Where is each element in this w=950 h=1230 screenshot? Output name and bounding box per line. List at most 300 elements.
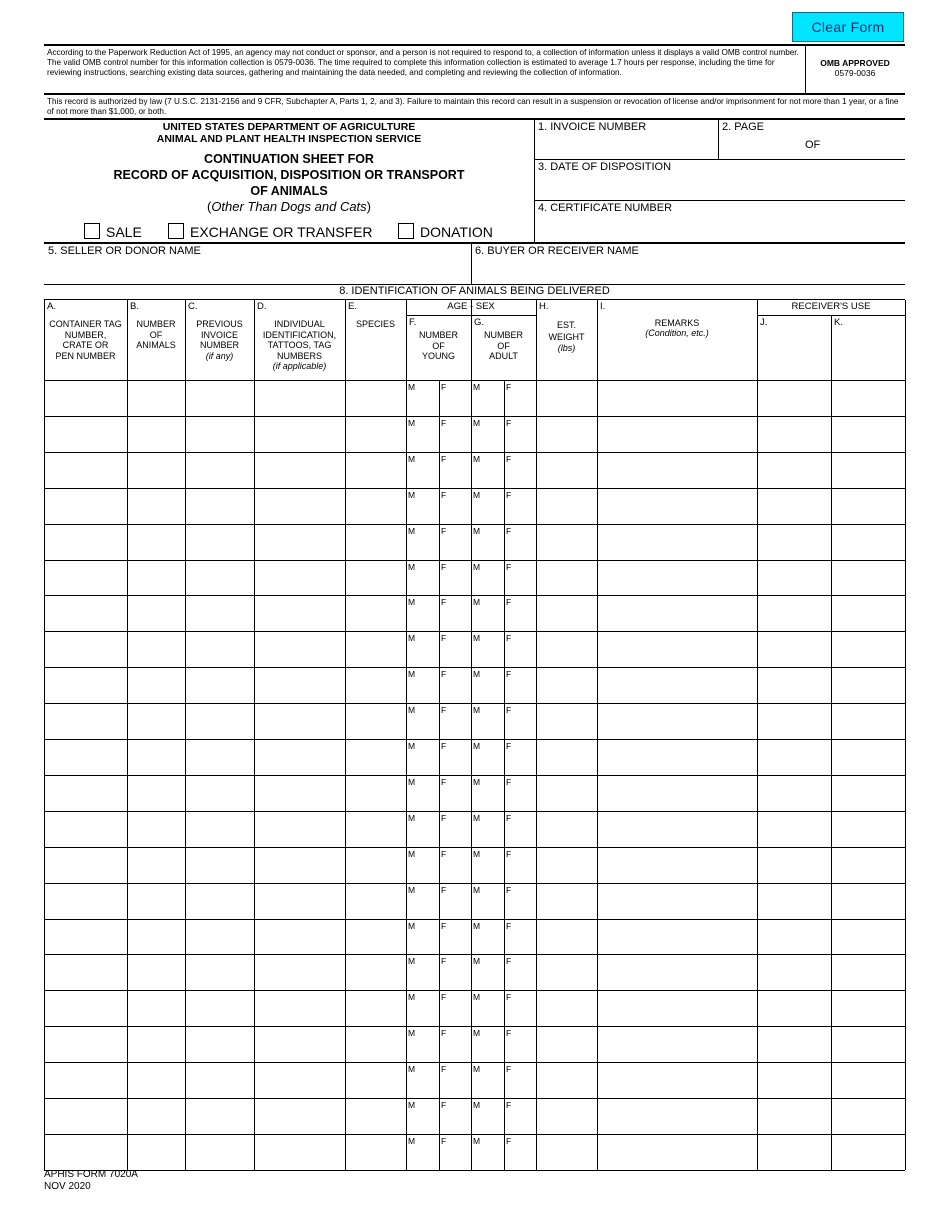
cell-number-of-animals[interactable]: [128, 991, 185, 1026]
cell-remarks[interactable]: [598, 381, 757, 416]
female-marker: F: [441, 669, 447, 680]
cell-previous-invoice[interactable]: [186, 596, 254, 631]
cell-receiver-k[interactable]: [832, 417, 905, 452]
cell-number-of-animals[interactable]: [128, 955, 185, 990]
cell-number-of-animals[interactable]: [128, 596, 185, 631]
certificate-number-input[interactable]: [536, 216, 904, 241]
cell-species[interactable]: [346, 776, 406, 811]
cell-number-of-animals[interactable]: [128, 1063, 185, 1098]
female-marker: F: [506, 633, 512, 644]
cell-previous-invoice[interactable]: [186, 525, 254, 560]
cell-species[interactable]: [346, 381, 406, 416]
cell-receiver-j[interactable]: [758, 776, 831, 811]
cell-container-tag[interactable]: [45, 812, 127, 847]
cell-remarks[interactable]: [598, 632, 757, 667]
female-marker: F: [506, 453, 512, 464]
cell-remarks[interactable]: [598, 955, 757, 990]
cell-previous-invoice[interactable]: [186, 740, 254, 775]
cell-previous-invoice[interactable]: [186, 704, 254, 739]
female-marker: F: [441, 489, 447, 500]
sale-label: SALE: [106, 224, 142, 240]
cell-receiver-j[interactable]: [758, 848, 831, 883]
cell-individual-id[interactable]: [255, 381, 345, 416]
cell-species[interactable]: [346, 812, 406, 847]
female-marker: F: [441, 812, 447, 823]
cell-species[interactable]: [346, 668, 406, 703]
cell-previous-invoice[interactable]: [186, 812, 254, 847]
cell-receiver-k[interactable]: [832, 955, 905, 990]
female-marker: F: [441, 1064, 447, 1075]
female-marker: F: [506, 992, 512, 1003]
cell-receiver-k[interactable]: [832, 704, 905, 739]
cell-previous-invoice[interactable]: [186, 848, 254, 883]
cell-previous-invoice[interactable]: [186, 417, 254, 452]
cell-species[interactable]: [346, 596, 406, 631]
cell-receiver-j[interactable]: [758, 453, 831, 488]
cell-previous-invoice[interactable]: [186, 381, 254, 416]
female-marker: F: [441, 1135, 447, 1146]
cell-individual-id[interactable]: [255, 632, 345, 667]
cell-container-tag[interactable]: [45, 1063, 127, 1098]
cell-container-tag[interactable]: [45, 489, 127, 524]
cell-number-of-animals[interactable]: [128, 632, 185, 667]
cell-container-tag[interactable]: [45, 991, 127, 1026]
subtitle-open: (: [206, 199, 212, 214]
cell-individual-id[interactable]: [255, 704, 345, 739]
cell-remarks[interactable]: [598, 704, 757, 739]
male-marker: M: [408, 1100, 416, 1110]
male-marker: M: [408, 992, 416, 1003]
column-b-heading: NUMBER: [136, 319, 176, 329]
cell-est-weight[interactable]: [537, 525, 597, 560]
donation-checkbox[interactable]: [398, 223, 414, 239]
column-c-heading: (if any): [205, 350, 234, 361]
cell-species[interactable]: [346, 525, 406, 560]
exchange-option[interactable]: [168, 223, 373, 240]
cell-individual-id[interactable]: [255, 1135, 345, 1170]
female-marker: F: [441, 453, 447, 464]
cell-container-tag[interactable]: [45, 1099, 127, 1134]
column-b-letter: B.: [130, 301, 139, 312]
column-a-letter: A.: [47, 301, 56, 312]
cell-est-weight[interactable]: [537, 991, 597, 1026]
cell-remarks[interactable]: [598, 884, 757, 919]
cell-receiver-k[interactable]: [832, 991, 905, 1026]
form-title-line-2: RECORD OF ACQUISITION, DISPOSITION OR TRANSPORT: [113, 168, 465, 182]
cell-est-weight[interactable]: [537, 668, 597, 703]
male-marker: M: [473, 382, 481, 392]
cell-receiver-j[interactable]: [758, 740, 831, 775]
cell-individual-id[interactable]: [255, 1027, 345, 1062]
table-column-divider: [905, 300, 906, 1170]
cell-receiver-k[interactable]: [832, 1063, 905, 1098]
cell-receiver-j[interactable]: [758, 884, 831, 919]
cell-number-of-animals[interactable]: [128, 525, 185, 560]
column-c-heading: INVOICE: [200, 329, 238, 340]
cell-receiver-k[interactable]: [832, 489, 905, 524]
cell-previous-invoice[interactable]: [186, 920, 254, 955]
cell-remarks[interactable]: [598, 991, 757, 1026]
column-h-heading: (lbs): [557, 343, 576, 353]
female-marker: F: [506, 382, 512, 392]
cell-previous-invoice[interactable]: [186, 1099, 254, 1134]
cell-individual-id[interactable]: [255, 561, 345, 596]
male-marker: M: [408, 705, 416, 716]
cell-remarks[interactable]: [598, 740, 757, 775]
form-title-line-3: OF ANIMALS: [250, 184, 328, 198]
cell-container-tag[interactable]: [45, 955, 127, 990]
invoice-number-label: 1. INVOICE NUMBER: [538, 121, 647, 133]
cell-individual-id[interactable]: [255, 525, 345, 560]
cell-species[interactable]: [346, 920, 406, 955]
sale-checkbox[interactable]: [84, 223, 100, 239]
exchange-label: EXCHANGE OR TRANSFER: [190, 224, 373, 240]
female-marker: F: [506, 956, 512, 967]
cell-species[interactable]: [346, 991, 406, 1026]
cell-individual-id[interactable]: [255, 920, 345, 955]
cell-container-tag[interactable]: [45, 776, 127, 811]
male-marker: M: [408, 776, 416, 787]
buyer-name-input[interactable]: [473, 258, 904, 283]
cell-receiver-k[interactable]: [832, 740, 905, 775]
receivers-use-heading: RECEIVER'S USE: [791, 301, 871, 312]
cell-previous-invoice[interactable]: [186, 1027, 254, 1062]
page-of-label: OF: [805, 139, 821, 151]
cell-receiver-j[interactable]: [758, 812, 831, 847]
column-a-heading: NUMBER,: [64, 329, 107, 340]
cell-previous-invoice[interactable]: [186, 632, 254, 667]
cell-remarks[interactable]: [598, 525, 757, 560]
page-input[interactable]: [720, 134, 800, 158]
cell-receiver-k[interactable]: [832, 884, 905, 919]
cell-species[interactable]: [346, 417, 406, 452]
cell-remarks[interactable]: [598, 561, 757, 596]
cell-individual-id[interactable]: [255, 417, 345, 452]
cell-individual-id[interactable]: [255, 1063, 345, 1098]
cell-est-weight[interactable]: [537, 1135, 597, 1170]
cell-receiver-k[interactable]: [832, 1027, 905, 1062]
cell-previous-invoice[interactable]: [186, 1063, 254, 1098]
cell-container-tag[interactable]: [45, 884, 127, 919]
page-label: 2. PAGE: [722, 121, 764, 133]
cell-est-weight[interactable]: [537, 561, 597, 596]
cell-est-weight[interactable]: [537, 1099, 597, 1134]
female-marker: F: [506, 1028, 512, 1039]
cell-remarks[interactable]: [598, 668, 757, 703]
cell-remarks[interactable]: [598, 920, 757, 955]
cell-number-of-animals[interactable]: [128, 668, 185, 703]
cell-individual-id[interactable]: [255, 812, 345, 847]
column-d-heading: NUMBERS: [276, 350, 322, 361]
male-marker: M: [473, 1135, 481, 1146]
cell-species[interactable]: [346, 955, 406, 990]
cell-receiver-k[interactable]: [832, 776, 905, 811]
omb-number: 0579-0036: [834, 68, 876, 78]
cell-receiver-j[interactable]: [758, 632, 831, 667]
cell-est-weight[interactable]: [537, 632, 597, 667]
column-d-heading: TATTOOS, TAG: [267, 340, 332, 351]
cell-receiver-k[interactable]: [832, 1135, 905, 1170]
cell-container-tag[interactable]: [45, 920, 127, 955]
male-marker: M: [473, 776, 481, 787]
male-marker: M: [473, 812, 481, 823]
male-marker: M: [473, 633, 481, 644]
cell-receiver-j[interactable]: [758, 668, 831, 703]
cell-receiver-k[interactable]: [832, 1099, 905, 1134]
cell-receiver-j[interactable]: [758, 991, 831, 1026]
cell-species[interactable]: [346, 1099, 406, 1134]
seller-name-input[interactable]: [46, 258, 469, 283]
cell-est-weight[interactable]: [537, 1027, 597, 1062]
male-marker: M: [473, 741, 481, 751]
cell-number-of-animals[interactable]: [128, 1135, 185, 1170]
cell-receiver-j[interactable]: [758, 1135, 831, 1170]
animals-table-title: 8. IDENTIFICATION OF ANIMALS BEING DELIVERED: [339, 285, 610, 297]
cell-number-of-animals[interactable]: [128, 417, 185, 452]
cell-receiver-k[interactable]: [832, 812, 905, 847]
agency-name: [44, 121, 534, 145]
cell-individual-id[interactable]: [255, 668, 345, 703]
cell-individual-id[interactable]: [255, 991, 345, 1026]
agency-line-2: ANIMAL AND PLANT HEALTH INSPECTION SERVICE: [156, 133, 422, 145]
female-marker: F: [441, 956, 447, 967]
donation-option[interactable]: [398, 223, 493, 240]
cell-species[interactable]: [346, 1027, 406, 1062]
cell-remarks[interactable]: [598, 417, 757, 452]
cell-remarks[interactable]: [598, 596, 757, 631]
cell-remarks[interactable]: [598, 1135, 757, 1170]
male-marker: M: [473, 1064, 481, 1075]
cell-est-weight[interactable]: [537, 920, 597, 955]
cell-container-tag[interactable]: [45, 740, 127, 775]
cell-est-weight[interactable]: [537, 1063, 597, 1098]
cell-est-weight[interactable]: [537, 381, 597, 416]
female-marker: F: [506, 741, 512, 751]
cell-species[interactable]: [346, 632, 406, 667]
cell-species[interactable]: [346, 848, 406, 883]
page-total-input[interactable]: [822, 134, 904, 158]
cell-remarks[interactable]: [598, 812, 757, 847]
cell-number-of-animals[interactable]: [128, 848, 185, 883]
cell-receiver-j[interactable]: [758, 525, 831, 560]
cell-container-tag[interactable]: [45, 417, 127, 452]
cell-species[interactable]: [346, 1135, 406, 1170]
cell-receiver-j[interactable]: [758, 1063, 831, 1098]
cell-receiver-k[interactable]: [832, 561, 905, 596]
column-g-heading: OF: [497, 340, 510, 351]
cell-container-tag[interactable]: [45, 453, 127, 488]
cell-remarks[interactable]: [598, 848, 757, 883]
cell-container-tag[interactable]: [45, 381, 127, 416]
cell-number-of-animals[interactable]: [128, 884, 185, 919]
cell-container-tag[interactable]: [45, 848, 127, 883]
cell-number-of-animals[interactable]: [128, 1027, 185, 1062]
cell-previous-invoice[interactable]: [186, 489, 254, 524]
male-marker: M: [408, 489, 416, 500]
cell-est-weight[interactable]: [537, 704, 597, 739]
cell-individual-id[interactable]: [255, 776, 345, 811]
cell-receiver-j[interactable]: [758, 1099, 831, 1134]
cell-individual-id[interactable]: [255, 884, 345, 919]
cell-receiver-k[interactable]: [832, 453, 905, 488]
cell-number-of-animals[interactable]: [128, 704, 185, 739]
cell-number-of-animals[interactable]: [128, 489, 185, 524]
male-marker: M: [473, 597, 481, 608]
cell-species[interactable]: [346, 884, 406, 919]
cell-receiver-k[interactable]: [832, 381, 905, 416]
cell-receiver-j[interactable]: [758, 1027, 831, 1062]
column-d-heading: IDENTIFICATION,: [262, 329, 337, 340]
male-marker: M: [473, 884, 481, 895]
column-g-letter: G.: [474, 317, 485, 328]
cell-number-of-animals[interactable]: [128, 776, 185, 811]
male-marker: M: [408, 741, 416, 751]
clear-form-button[interactable]: Clear Form: [792, 12, 904, 42]
female-marker: F: [441, 561, 447, 572]
column-e-heading: SPECIES: [355, 319, 395, 329]
cell-receiver-j[interactable]: [758, 920, 831, 955]
cell-est-weight[interactable]: [537, 596, 597, 631]
cell-number-of-animals[interactable]: [128, 920, 185, 955]
cell-est-weight[interactable]: [537, 955, 597, 990]
cell-container-tag[interactable]: [45, 561, 127, 596]
cell-species[interactable]: [346, 489, 406, 524]
cell-container-tag[interactable]: [45, 1135, 127, 1170]
female-marker: F: [506, 597, 512, 608]
cell-receiver-j[interactable]: [758, 704, 831, 739]
male-marker: M: [473, 992, 481, 1003]
cell-container-tag[interactable]: [45, 1027, 127, 1062]
cell-est-weight[interactable]: [537, 848, 597, 883]
cell-previous-invoice[interactable]: [186, 668, 254, 703]
subtitle-close: ): [366, 199, 372, 214]
cell-est-weight[interactable]: [537, 489, 597, 524]
cell-receiver-j[interactable]: [758, 489, 831, 524]
female-marker: F: [441, 741, 447, 751]
cell-number-of-animals[interactable]: [128, 561, 185, 596]
form-footer: [44, 1169, 138, 1193]
male-marker: M: [408, 1028, 416, 1039]
cell-container-tag[interactable]: [45, 704, 127, 739]
male-marker: M: [408, 848, 416, 859]
cell-individual-id[interactable]: [255, 489, 345, 524]
cell-number-of-animals[interactable]: [128, 812, 185, 847]
female-marker: F: [441, 1100, 447, 1110]
cell-receiver-j[interactable]: [758, 561, 831, 596]
omb-title: OMB APPROVED: [820, 58, 890, 68]
receivers-use-divider: [757, 315, 905, 316]
cell-previous-invoice[interactable]: [186, 561, 254, 596]
cell-container-tag[interactable]: [45, 632, 127, 667]
cell-species[interactable]: [346, 453, 406, 488]
cell-est-weight[interactable]: [537, 453, 597, 488]
invoice-number-input[interactable]: [536, 134, 716, 158]
cell-receiver-k[interactable]: [832, 632, 905, 667]
cell-est-weight[interactable]: [537, 776, 597, 811]
cell-number-of-animals[interactable]: [128, 1099, 185, 1134]
male-marker: M: [408, 1064, 416, 1075]
authority-notice: This record is authorized by law (7 U.S.C. 2131-2156 and 9 CFR, Subchapter A, Parts 1, 2, and 3). Failure to maintain this record can result in a suspension or revocation of license and/or imprisonment for not more than 1 year, or a fine of not more than $1,000, or both.: [47, 97, 899, 116]
cell-individual-id[interactable]: [255, 1099, 345, 1134]
cell-remarks[interactable]: [598, 1063, 757, 1098]
cell-container-tag[interactable]: [45, 525, 127, 560]
male-marker: M: [473, 417, 481, 428]
cell-remarks[interactable]: [598, 776, 757, 811]
cell-previous-invoice[interactable]: [186, 955, 254, 990]
cell-receiver-j[interactable]: [758, 955, 831, 990]
exchange-checkbox[interactable]: [168, 223, 184, 239]
date-of-disposition-input[interactable]: [536, 175, 904, 199]
cell-est-weight[interactable]: [537, 884, 597, 919]
male-marker: M: [408, 633, 416, 644]
cell-individual-id[interactable]: [255, 453, 345, 488]
cell-receiver-k[interactable]: [832, 668, 905, 703]
cell-previous-invoice[interactable]: [186, 776, 254, 811]
female-marker: F: [506, 920, 512, 931]
cell-individual-id[interactable]: [255, 955, 345, 990]
male-marker: M: [473, 489, 481, 500]
female-marker: F: [441, 1028, 447, 1039]
female-marker: F: [441, 525, 447, 536]
cell-species[interactable]: [346, 561, 406, 596]
cell-species[interactable]: [346, 1063, 406, 1098]
column-f-heading: OF: [432, 340, 445, 351]
cell-number-of-animals[interactable]: [128, 381, 185, 416]
cell-individual-id[interactable]: [255, 848, 345, 883]
cell-container-tag[interactable]: [45, 596, 127, 631]
cell-receiver-j[interactable]: [758, 417, 831, 452]
female-marker: F: [441, 705, 447, 716]
column-k-letter: K.: [834, 317, 843, 328]
cell-previous-invoice[interactable]: [186, 453, 254, 488]
cell-remarks[interactable]: [598, 489, 757, 524]
cell-individual-id[interactable]: [255, 596, 345, 631]
cell-individual-id[interactable]: [255, 740, 345, 775]
female-marker: F: [506, 669, 512, 680]
cell-number-of-animals[interactable]: [128, 740, 185, 775]
cell-remarks[interactable]: [598, 1027, 757, 1062]
cell-species[interactable]: [346, 740, 406, 775]
cell-container-tag[interactable]: [45, 668, 127, 703]
female-marker: F: [506, 417, 512, 428]
cell-receiver-j[interactable]: [758, 381, 831, 416]
male-marker: M: [408, 561, 416, 572]
cell-previous-invoice[interactable]: [186, 884, 254, 919]
female-marker: F: [506, 848, 512, 859]
column-g-heading: NUMBER: [483, 330, 523, 340]
cell-remarks[interactable]: [598, 453, 757, 488]
cell-receiver-k[interactable]: [832, 920, 905, 955]
cell-remarks[interactable]: [598, 1099, 757, 1134]
cell-species[interactable]: [346, 704, 406, 739]
cell-previous-invoice[interactable]: [186, 991, 254, 1026]
cell-est-weight[interactable]: [537, 740, 597, 775]
cell-receiver-k[interactable]: [832, 525, 905, 560]
female-marker: F: [506, 1100, 512, 1110]
cell-previous-invoice[interactable]: [186, 1135, 254, 1170]
sale-option[interactable]: [84, 223, 142, 240]
cell-est-weight[interactable]: [537, 812, 597, 847]
cell-receiver-j[interactable]: [758, 596, 831, 631]
cell-receiver-k[interactable]: [832, 596, 905, 631]
male-marker: M: [408, 525, 416, 536]
cell-est-weight[interactable]: [537, 417, 597, 452]
cell-receiver-k[interactable]: [832, 848, 905, 883]
certificate-number-label: 4. CERTIFICATE NUMBER: [538, 202, 673, 214]
cell-number-of-animals[interactable]: [128, 453, 185, 488]
female-marker: F: [441, 776, 447, 787]
male-marker: M: [473, 525, 481, 536]
